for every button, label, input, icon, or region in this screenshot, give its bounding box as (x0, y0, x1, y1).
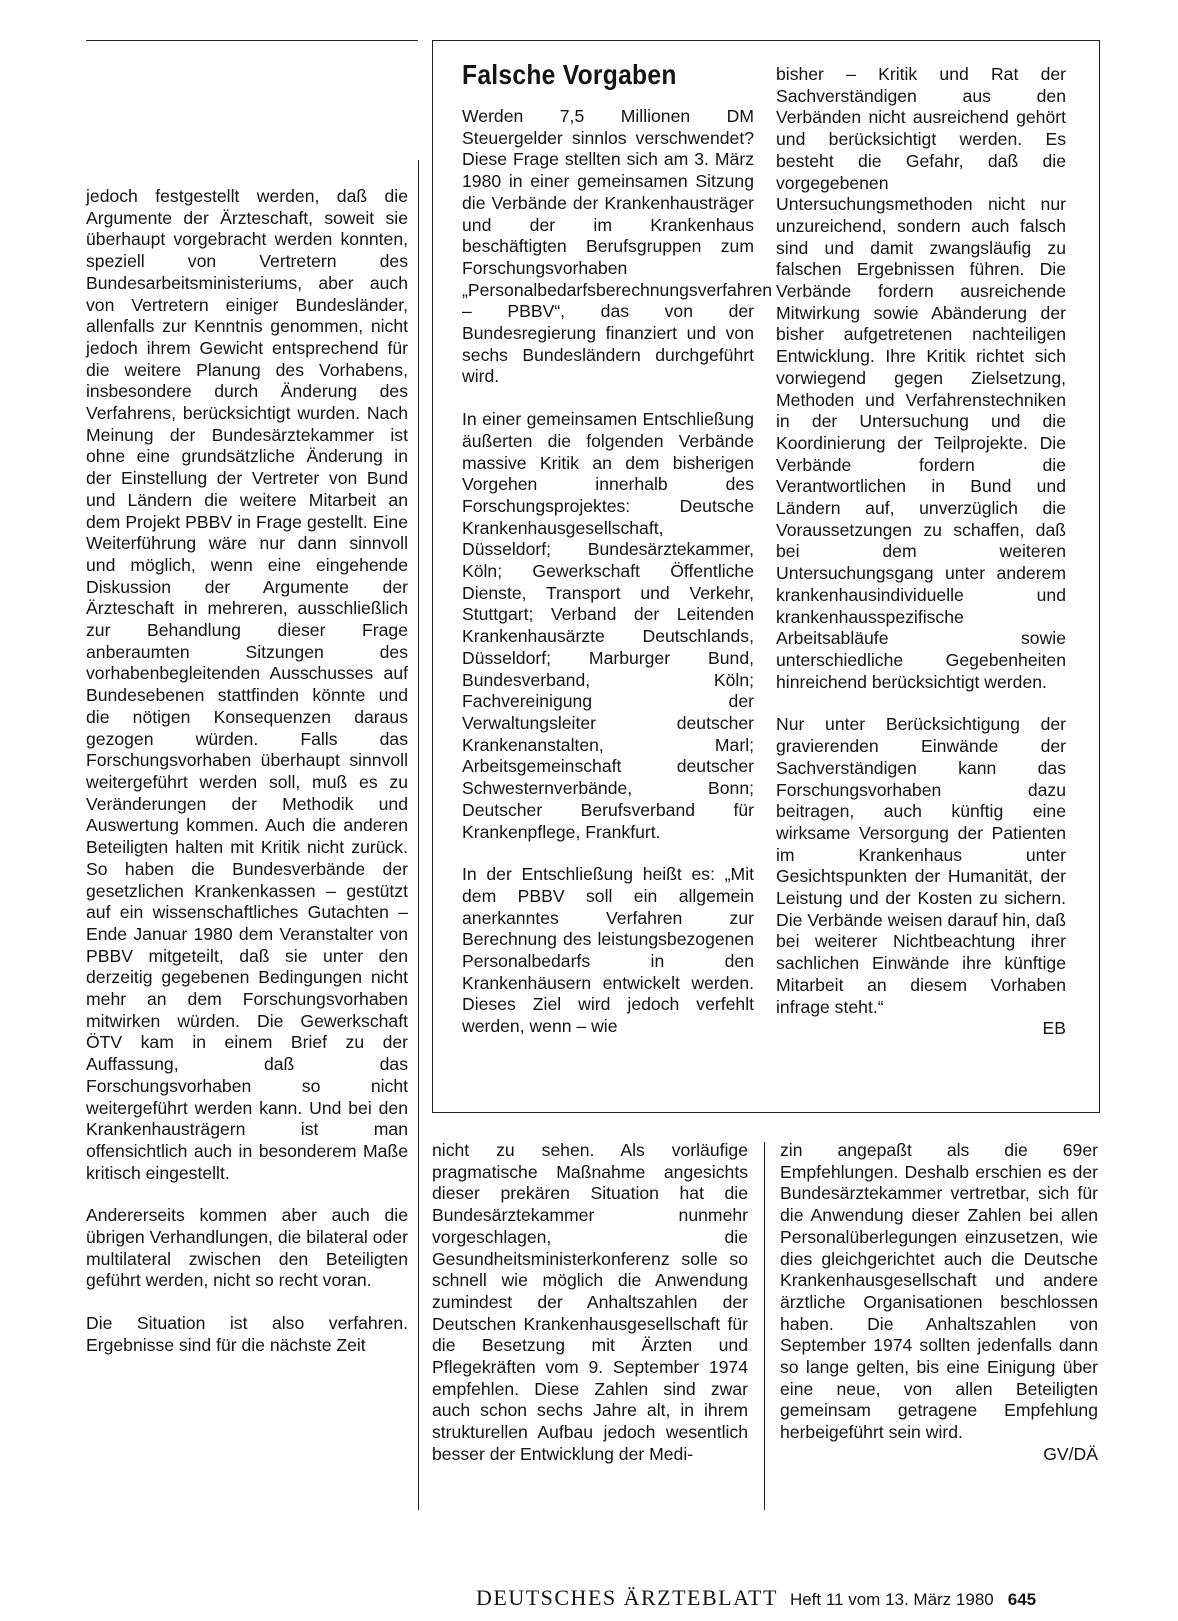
box-left-column (462, 106, 773, 1038)
bottom-column-divider (764, 1142, 765, 1510)
box-right-column (776, 64, 1066, 1040)
left-paragraph-3: Die Situation ist also verfahren. Ergebnisse sind für die nächste Zeit (86, 1313, 408, 1355)
bottom-right-paragraph-text: zin angepaßt als die 69er Empfehlungen. Deshalb erschien es der Bundesärztekammer vertretbar, sich für die Anwendung dieser Zahlen bei allen Personalüberlegungen einzusetzen, wie dies gleichgerichtet auch die Deutsche Krankenhausgesellschaft und andere ärztliche Organisationen beschlossen haben. Die Anhaltszahlen von September 1974 sollten jedenfalls dann so lange gelten, bis eine Einigung über eine neue, von allen Beteiligten gemeinsam getragene Empfehlung herbeigeführt sein wird. (780, 1140, 1098, 1443)
box-top-border (432, 40, 1100, 41)
box-bottom-border (432, 1112, 1100, 1113)
issue-info: Heft 11 vom 13. März 1980 (789, 1590, 994, 1609)
box-left-border (432, 40, 433, 1113)
box-left-paragraph-1: Werden 7,5 Millionen DM Steuergelder sinnlos verschwendet? Diese Frage stellten sich am 3. März 1980 in einer gemeinsamen Sitzung die Verbände der Krankenhausträger und der im Krankenhaus beschäftigten Berufsgruppen zum Forschungsvorhaben „Personalbedarfsberechnungsverfahren – PBBV“, das von der Bundesregierung finanziert und von sechs Bundesländern durchgeführt wird. (462, 106, 773, 387)
box-title: Falsche Vorgaben (462, 59, 677, 90)
bottom-right-signature: GV/DÄ (1043, 1443, 1098, 1464)
top-rule (86, 40, 418, 41)
left-paragraph-1: jedoch festgestellt werden, daß die Argumente der Ärzteschaft, soweit sie überhaupt vorgebracht werden konnten, speziell von Vertretern des Bundesarbeitsministeriums, aber auch von Vertretern einiger Bundesländer, allenfalls zur Kenntnis genommen, nicht jedoch ihrem Gewicht entsprechend für die weitere Planung des Vorhabens, insbesondere durch Änderung des Verfahrens, berücksichtigt wurden. Nach Meinung der Bundesärztekammer ist ohne eine grundsätzliche Änderung in der Einstellung der Vertreter von Bund und Ländern die weitere Mitarbeit an dem Projekt PBBV in Frage gestellt. Eine Weiterführung wäre nur dann sinnvoll und möglich, wenn eine eingehende Diskussion der Argumente der Ärzteschaft in mehreren, ausschließlich zur Behandlung dieser Frage anberaumten Sitzungen des vorhabenbegleitenden Ausschusses auf Bundesebenen stattfinden könnte und die nötigen Konsequenzen daraus gezogen würden. Falls das Forschungsvorhaben überhaupt sinnvoll weitergeführt werden soll, muß es zu Veränderungen der Methodik und Auswertung kommen. Auch die anderen Beteiligten halten mit Kritik nicht zurück. So haben die Bundesverbände der gesetzlichen Krankenkassen – gestützt auf ein wissenschaftliches Gutachten – Ende Januar 1980 dem Veranstalter von PBBV mitgeteilt, daß sie unter den derzeitig gegebenen Bedingungen nicht mehr an dem Forschungsvorhaben mitwirken würden. Die Gewerkschaft ÖTV kam in einem Brief zu der Auffassung, daß das Forschungsvorhaben so nicht weitergeführt werden kann. Und bei den Krankenhausträgern ist man offensichtlich auch in besonderem Maße kritisch eingestellt. (86, 186, 408, 1183)
bottom-middle-paragraph: nicht zu sehen. Als vorläufige pragmatische Maßnahme angesichts dieser prekären Situation hat die Bundesärztekammer nunmehr vorgeschlagen, die Gesundheitsministerkonferenz solle so schnell wie möglich die Anwendung zumindest der Anhaltszahlen der Deutschen Krankenhausgesellschaft für die Besetzung mit Ärzten und Pflegekräften vom 9. September 1974 empfehlen. Diese Zahlen sind zwar auch schon sechs Jahre alt, in ihrem strukturellen Aufbau jedoch wesentlich besser der Entwicklung der Medi- (432, 1140, 748, 1464)
left-paragraph-2: Andererseits kommen aber auch die übrigen Verhandlungen, die bilateral oder multilateral zwischen den Beteiligten geführt werden, nicht so recht voran. (86, 1205, 408, 1291)
bottom-right-paragraph (780, 1140, 1098, 1466)
box-left-paragraph-2: In einer gemeinsamen Entschließung äußerten die folgenden Verbände massive Kritik an dem bisherigen Vorgehen innerhalb des Forschungsprojektes: Deutsche Krankenhausgesellschaft, Düsseldorf; Bundesärztekammer, Köln; Gewerkschaft Öffentliche Dienste, Transport und Verkehr, Stuttgart; Verband der Leitenden Krankenhausärzte Deutschlands, Düsseldorf; Marburger Bund, Bundesverband, Köln; Fachvereinigung der Verwaltungsleiter deutscher Krankenanstalten, Marl; Arbeitsgemeinschaft deutscher Schwesternverbände, Bonn; Deutscher Berufsverband für Krankenpflege, Frankfurt. (462, 409, 754, 842)
box-right-border (1099, 40, 1100, 1113)
left-column (86, 186, 408, 1357)
journal-name: DEUTSCHES ÄRZTEBLATT (476, 1585, 778, 1610)
bottom-right-column (780, 1140, 1098, 1466)
box-right-paragraph-2-text: Nur unter Berücksichtigung der gravierenden Einwände der Sachverständigen kann das Forschungsvorhaben dazu beitragen, auch künftig eine wirksame Versorgung der Patienten im Krankenhaus unter Gesichtspunkten der Humanität, der Leistung und der Kosten zu sichern. Die Verbände weisen darauf hin, daß bei weiterer Nichtbeachtung ihrer sachlichen Einwände ihre künftige Mitarbeit an diesem Vorhaben infrage steht.“ (776, 714, 1066, 1017)
box-right-paragraph-1: bisher – Kritik und Rat der Sachverständigen aus den Verbänden nicht ausreichend gehört und berücksichtigt werden. Es besteht die Gefahr, daß die vorgegebenen Untersuchungsmethoden nicht nur unzureichend, sondern auch falsch sind und damit zwangsläufig zu falschen Ergebnissen führen. Die Verbände fordern ausreichende Mitwirkung sowie Abänderung der bisher aufgetretenen nachteiligen Entwicklung. Ihre Kritik richtet sich vorwiegend gegen Zielsetzung, Methoden und Verfahrenstechniken in der Untersuchung und die Koordinierung der Teilprojekte. Die Verbände fordern die Verantwortlichen in Bund und Ländern auf, unverzüglich die Voraussetzungen zu schaffen, daß bei dem weiteren Untersuchungsgang unter anderem krankenhausindividuelle und krankenhausspezifische Arbeitsabläufe sowie unterschiedliche Gegebenheiten hinreichend berücksichtigt werden. (776, 64, 1066, 692)
box-signature: EB (1042, 1018, 1066, 1039)
page-number: 645 (1007, 1590, 1037, 1609)
page-footer (476, 1585, 1096, 1611)
left-column-divider (418, 160, 419, 1510)
bottom-middle-column (432, 1140, 748, 1466)
box-left-paragraph-3: In der Entschließung heißt es: „Mit dem PBBV soll ein allgemein anerkanntes Verfahren zur Berechnung des leistungsbezogenen Personalbedarfs in den Krankenhäusern entwickelt werden. Dieses Ziel wird jedoch verfehlt werden, wenn – wie (462, 864, 754, 1037)
box-right-paragraph-2 (776, 714, 1066, 1040)
